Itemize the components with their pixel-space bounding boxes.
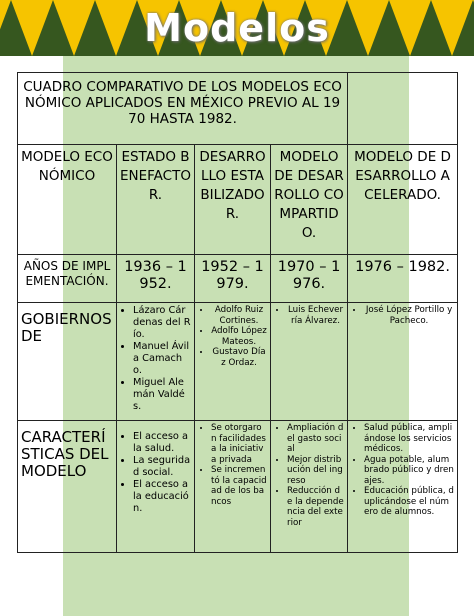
list-item: • La seguridad social. bbox=[133, 455, 191, 479]
column-header: MODELO ECONÓMICO bbox=[18, 145, 117, 255]
list-item: • Educación pública, duplicándose el número de alumnos. bbox=[364, 486, 454, 518]
list-item: • Salud pública, ampliándose los servicios médicos. bbox=[364, 423, 454, 455]
header-row bbox=[18, 145, 458, 255]
list-item: • Agua potable, alumbrado público y drenajes. bbox=[364, 455, 454, 487]
list-item: • Se incrementó la capacidad de los bancos bbox=[211, 465, 267, 507]
empty-cell bbox=[348, 73, 458, 145]
governments-row bbox=[18, 303, 458, 421]
comparison-table bbox=[17, 72, 458, 553]
column-header: ESTADO BENEFACTOR. bbox=[117, 145, 195, 255]
list-item: • Luis Echeverría Álvarez. bbox=[287, 305, 344, 326]
list-item: • El acceso a la educación. bbox=[133, 479, 191, 515]
years-cell: 1936 – 1952. bbox=[117, 255, 195, 303]
column-header: DESARROLLO ESTABILIZADOR. bbox=[195, 145, 271, 255]
list-item: • Gustavo Díaz Ordaz. bbox=[211, 347, 267, 368]
list-item: • Lázaro Cárdenas del Río. bbox=[133, 305, 191, 341]
list-item: • Se otorgaron facilidades a la iniciativa privada bbox=[211, 423, 267, 465]
list-item: • Mejor distribución del ingreso bbox=[287, 455, 344, 487]
years-cell: 1970 – 1976. bbox=[271, 255, 348, 303]
list-item: • El acceso a la salud. bbox=[133, 431, 191, 455]
years-row bbox=[18, 255, 458, 303]
years-cell: 1952 – 1979. bbox=[195, 255, 271, 303]
list-item: • Adolfo Ruiz Cortines. bbox=[211, 305, 267, 326]
list-item: • Adolfo López Mateos. bbox=[211, 326, 267, 347]
row-label: CARACTERÍSTICAS DEL MODELO bbox=[18, 421, 117, 553]
column-header: MODELO DE DESARROLLO ACELERADO. bbox=[348, 145, 458, 255]
page-title: Modelos bbox=[144, 6, 330, 50]
row-label: AÑOS DE IMPLEMENTACIÓN. bbox=[18, 255, 117, 303]
list-item: • Reducción de la dependencia del exterior bbox=[287, 486, 344, 528]
table-caption-row bbox=[18, 73, 458, 145]
column-header: MODELO DE DESARROLLO COMPARTIDO. bbox=[271, 145, 348, 255]
list-item: • José López Portillo y Pacheco. bbox=[364, 305, 454, 326]
list-item: • Ampliación del gasto social bbox=[287, 423, 344, 455]
characteristics-row bbox=[18, 421, 458, 553]
row-label: GOBIERNOS DE bbox=[18, 303, 117, 421]
list-item: • Manuel Ávila Camacho. bbox=[133, 341, 191, 377]
table-caption: CUADRO COMPARATIVO DE LOS MODELOS ECONÓMICO APLICADOS EN MÉXICO PREVIO AL 1970 HASTA 1982. bbox=[18, 73, 348, 145]
years-cell: 1976 – 1982. bbox=[348, 255, 458, 303]
list-item: • Miguel Alemán Valdés. bbox=[133, 377, 191, 413]
